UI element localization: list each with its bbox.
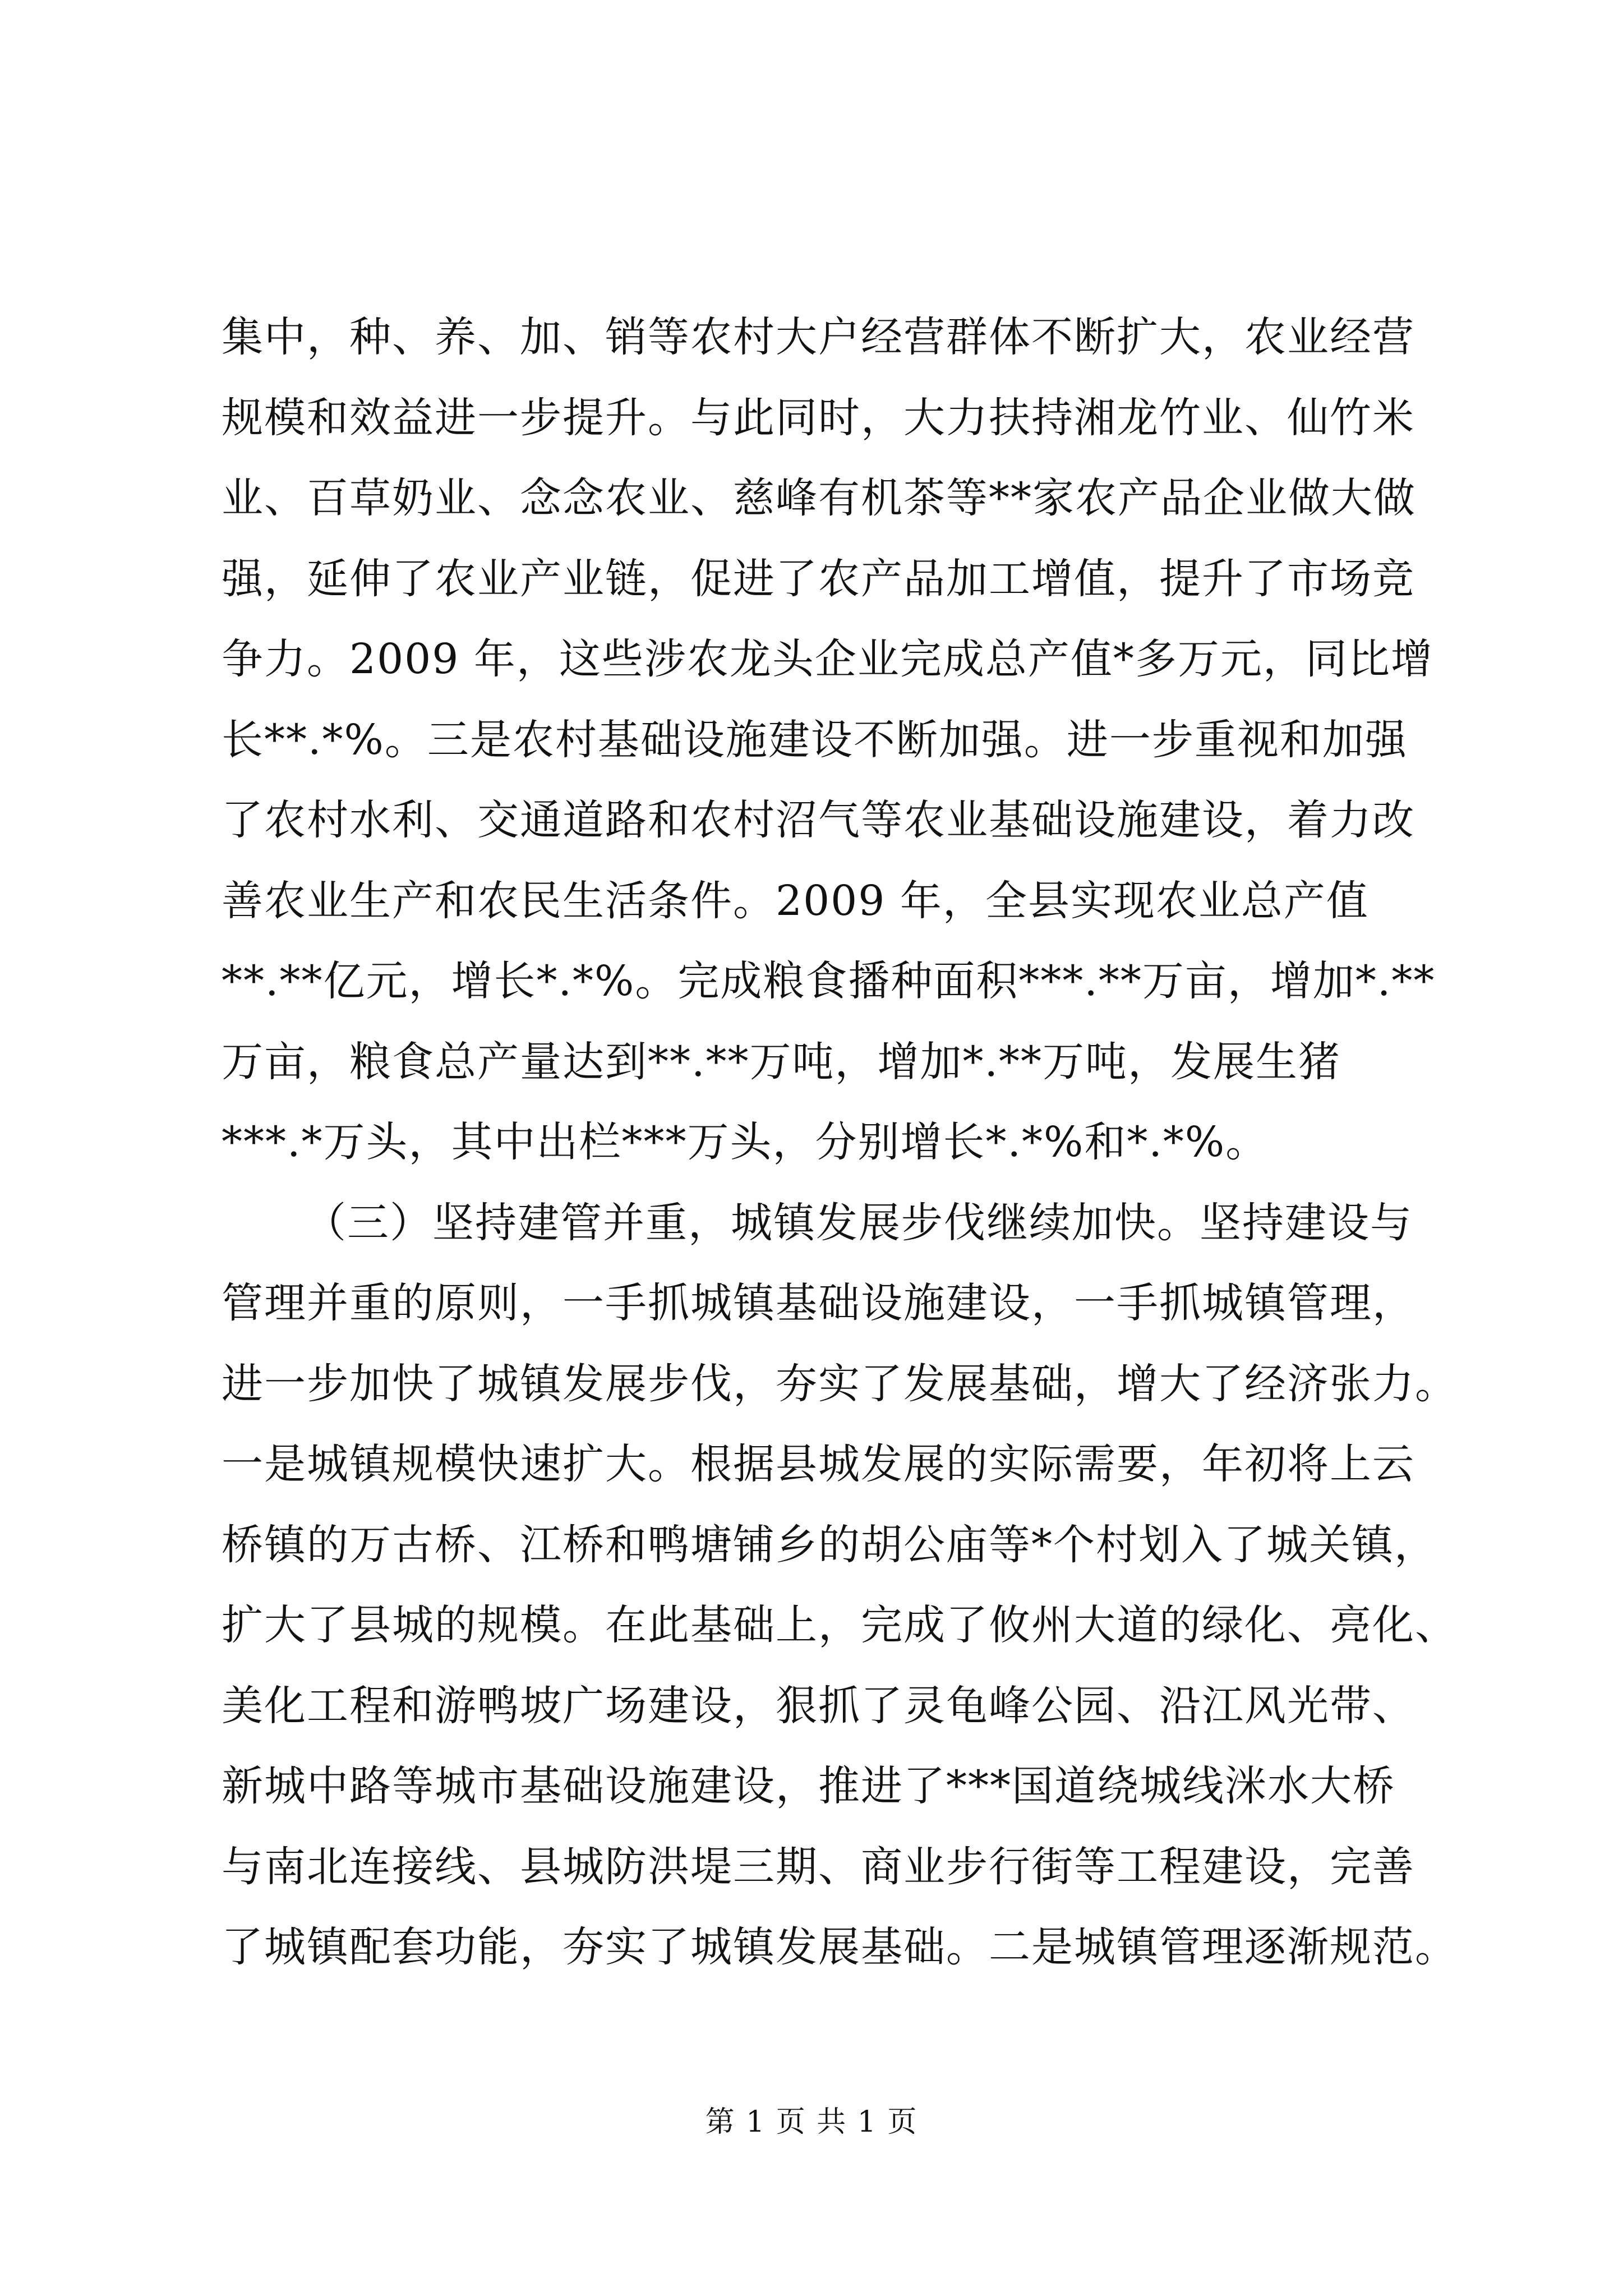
text-line: 美化工程和游鸭坡广场建设，狠抓了灵龟峰公园、沿江风光带、	[222, 1681, 1415, 1730]
text-line: 桥镇的万古桥、江桥和鸭塘铺乡的胡公庙等*个村划入了城关镇，	[222, 1520, 1437, 1569]
text-line: ***.*万头，其中出栏***万头，分别增长*.*%和*.*%。	[222, 1118, 1269, 1166]
text-line: 规模和效益进一步提升。与此同时，大力扶持湘龙竹业、仙竹米	[222, 393, 1415, 442]
text-line: 进一步加快了城镇发展步伐，夯实了发展基础，增大了经济张力。	[222, 1359, 1458, 1408]
text-line: 管理并重的原则，一手抓城镇基础设施建设，一手抓城镇管理，	[222, 1279, 1415, 1327]
text-line: 新城中路等城市基础设施建设，推进了***国道绕城线洣水大桥	[222, 1762, 1395, 1810]
text-line: 争力。2009 年，这些涉农龙头企业完成总产值*多万元，同比增	[222, 635, 1433, 683]
text-line: 一是城镇规模快速扩大。根据县城发展的实际需要，年初将上云	[222, 1440, 1415, 1488]
text-line: 万亩，粮食总产量达到**.**万吨，增加*.**万吨，发展生猪	[222, 1037, 1341, 1086]
text-line: 扩大了县城的规模。在此基础上，完成了攸州大道的绿化、亮化、	[222, 1601, 1458, 1649]
text-line: 善农业生产和农民生活条件。2009 年，全县实现农业总产值	[222, 876, 1369, 925]
text-line: 与南北连接线、县城防洪堤三期、商业步行街等工程建设，完善	[222, 1842, 1415, 1891]
section-heading-line: （三）坚持建管并重，城镇发展步伐继续加快。坚持建设与	[305, 1198, 1413, 1247]
text-line: 业、百草奶业、念念农业、慈峰有机茶等**家农产品企业做大做	[222, 474, 1416, 522]
text-line: 了城镇配套功能，夯实了城镇发展基础。二是城镇管理逐渐规范。	[222, 1923, 1458, 1971]
text-line: 了农村水利、交通道路和农村沼气等农业基础设施建设，着力改	[222, 796, 1415, 844]
page-footer: 第 1 页 共 1 页	[705, 2105, 918, 2139]
text-line: 长**.*%。三是农村基础设施建设不断加强。进一步重视和加强	[222, 715, 1408, 764]
text-line: 集中，种、养、加、销等农村大户经营群体不断扩大，农业经营	[222, 313, 1415, 361]
text-line: **.**亿元，增长*.*%。完成粮食播种面积***.**万亩，增加*.**	[222, 957, 1436, 1005]
text-line: 强，延伸了农业产业链，促进了农产品加工增值，提升了市场竞	[222, 554, 1415, 603]
body-text	[222, 297, 1458, 1988]
